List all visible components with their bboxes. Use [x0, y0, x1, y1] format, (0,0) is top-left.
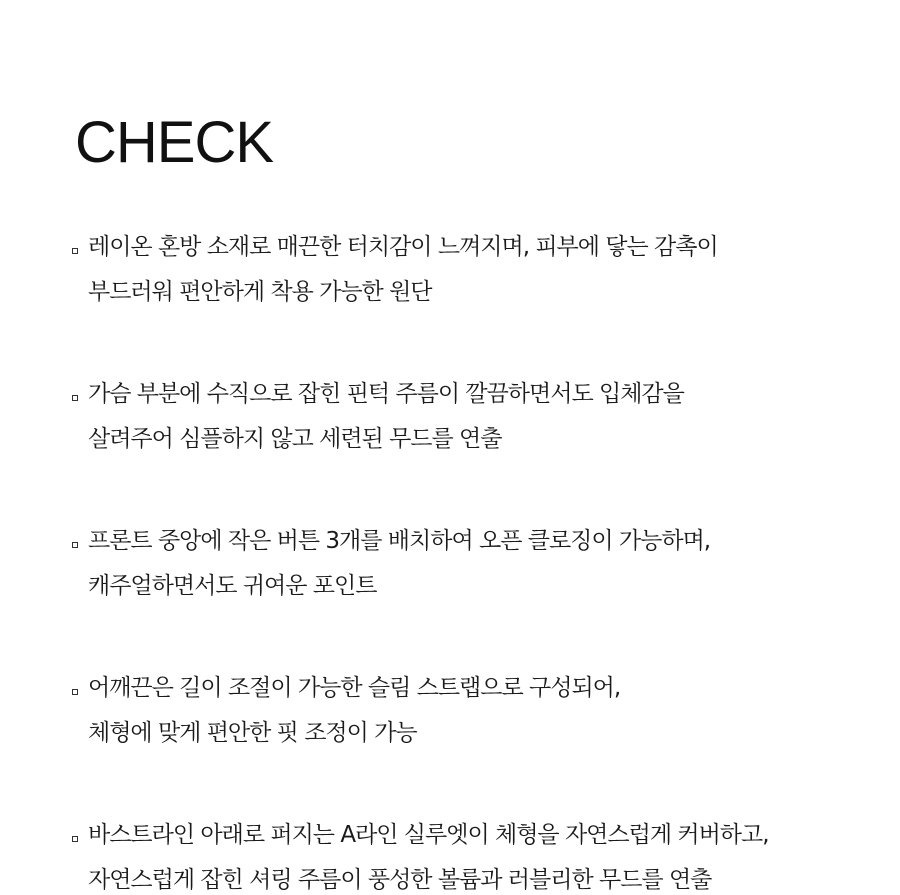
item-text-line: 캐주얼하면서도 귀여운 포인트 — [88, 573, 377, 599]
item-text-line: 어깨끈은 길이 조절이 가능한 슬림 스트랩으로 구성되어, — [88, 675, 621, 701]
square-bullet-icon — [72, 248, 78, 254]
item-text-line: 프론트 중앙에 작은 버튼 3개를 배치하여 오픈 클로징이 가능하며, — [88, 528, 711, 554]
square-bullet-icon — [72, 689, 78, 695]
item-text-line: 자연스럽게 잡힌 셔링 주름이 풍성한 볼륨과 러블리한 무드를 연출 — [88, 867, 712, 893]
item-text-line: 가슴 부분에 수직으로 잡힌 핀턱 주름이 깔끔하면서도 입체감을 — [88, 381, 684, 407]
square-bullet-icon — [72, 542, 78, 548]
list-item — [70, 232, 870, 307]
item-text-line: 체형에 맞게 편안한 핏 조정이 가능 — [88, 720, 417, 746]
item-text-line: 레이온 혼방 소재로 매끈한 터치감이 느껴지며, 피부에 닿는 감촉이 — [88, 234, 718, 260]
list-item — [70, 673, 870, 748]
list-item — [70, 526, 870, 601]
list-item — [70, 820, 870, 895]
item-text-line: 바스트라인 아래로 퍼지는 A라인 실루엣이 체형을 자연스럽게 커버하고, — [88, 822, 769, 848]
item-text-line: 부드러워 편안하게 착용 가능한 원단 — [88, 279, 432, 305]
square-bullet-icon — [72, 395, 78, 401]
check-list — [70, 232, 870, 895]
page-title: CHECK — [75, 110, 274, 175]
item-text-line: 살려주어 심플하지 않고 세련된 무드를 연출 — [88, 426, 502, 452]
square-bullet-icon — [72, 836, 78, 842]
list-item — [70, 379, 870, 454]
